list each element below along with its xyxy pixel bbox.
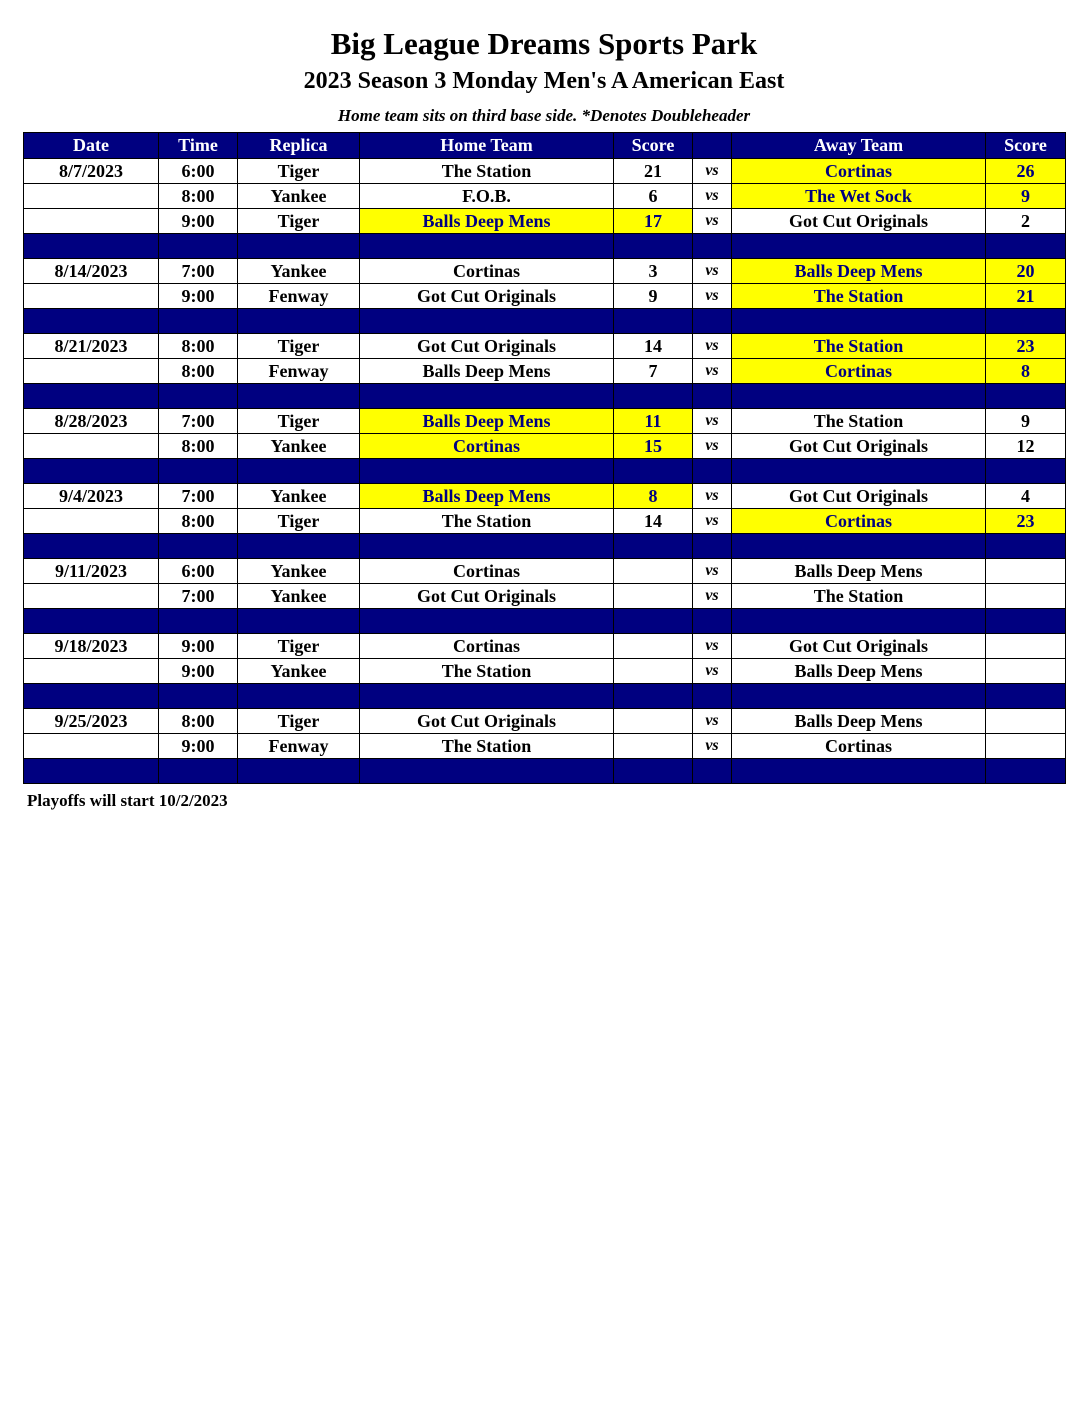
game-date: 9/18/2023 [24,634,159,659]
away-team: The Station [732,409,986,434]
game-date: 8/7/2023 [24,159,159,184]
separator-cell [732,234,986,259]
separator-cell [614,534,693,559]
away-team: Cortinas [732,509,986,534]
separator-cell [24,759,159,784]
game-replica: Tiger [238,709,360,734]
away-score: 4 [986,484,1066,509]
separator-cell [159,384,238,409]
away-score: 26 [986,159,1066,184]
separator-cell [24,234,159,259]
separator-cell [732,384,986,409]
game-time: 7:00 [159,259,238,284]
away-team: Cortinas [732,359,986,384]
separator-cell [159,309,238,334]
week-separator-row [24,384,1066,409]
home-team: The Station [360,159,614,184]
away-team: Balls Deep Mens [732,559,986,584]
separator-cell [159,534,238,559]
separator-cell [693,534,732,559]
game-replica: Fenway [238,734,360,759]
away-team: The Station [732,334,986,359]
game-date: 9/11/2023 [24,559,159,584]
home-score: 8 [614,484,693,509]
game-replica: Yankee [238,184,360,209]
game-replica: Yankee [238,484,360,509]
game-time: 7:00 [159,584,238,609]
separator-cell [238,609,360,634]
away-score [986,634,1066,659]
home-team: Balls Deep Mens [360,209,614,234]
separator-cell [732,609,986,634]
separator-cell [986,684,1066,709]
away-team: Got Cut Originals [732,434,986,459]
game-replica: Tiger [238,334,360,359]
game-time: 7:00 [159,409,238,434]
table-row [24,334,1066,359]
separator-cell [693,384,732,409]
vs-label: vs [693,209,732,234]
game-date: 8/21/2023 [24,334,159,359]
vs-label: vs [693,734,732,759]
separator-cell [159,459,238,484]
away-score [986,659,1066,684]
separator-cell [24,459,159,484]
away-team: Got Cut Originals [732,484,986,509]
game-date [24,359,159,384]
game-date [24,434,159,459]
away-score: 23 [986,509,1066,534]
home-team: Cortinas [360,259,614,284]
home-team: Cortinas [360,559,614,584]
home-score: 11 [614,409,693,434]
home-team: Got Cut Originals [360,284,614,309]
game-time: 9:00 [159,284,238,309]
separator-cell [986,384,1066,409]
separator-cell [614,459,693,484]
game-time: 7:00 [159,484,238,509]
separator-cell [238,309,360,334]
separator-cell [360,759,614,784]
game-replica: Yankee [238,259,360,284]
home-score [614,659,693,684]
game-replica: Tiger [238,409,360,434]
home-score [614,709,693,734]
table-row [24,259,1066,284]
home-score: 14 [614,509,693,534]
col-header-away-team: Away Team [732,133,986,159]
separator-cell [986,459,1066,484]
game-date: 9/4/2023 [24,484,159,509]
home-score: 17 [614,209,693,234]
table-row [24,584,1066,609]
away-team: Balls Deep Mens [732,259,986,284]
separator-cell [693,759,732,784]
separator-cell [360,384,614,409]
playoffs-note: Playoffs will start 10/2/2023 [27,791,228,810]
home-score: 15 [614,434,693,459]
separator-cell [360,684,614,709]
game-time: 6:00 [159,159,238,184]
table-row [24,559,1066,584]
separator-cell [732,684,986,709]
col-header-away-score: Score [986,133,1066,159]
home-team: Balls Deep Mens [360,484,614,509]
separator-cell [693,609,732,634]
game-date [24,284,159,309]
vs-label: vs [693,334,732,359]
away-team: The Wet Sock [732,184,986,209]
week-separator-row [24,309,1066,334]
separator-cell [614,684,693,709]
vs-label: vs [693,184,732,209]
game-replica: Fenway [238,284,360,309]
separator-cell [986,609,1066,634]
separator-cell [24,534,159,559]
vs-label: vs [693,709,732,734]
separator-cell [238,459,360,484]
separator-cell [360,609,614,634]
game-date [24,584,159,609]
game-date [24,659,159,684]
home-team: Balls Deep Mens [360,359,614,384]
away-score [986,709,1066,734]
vs-label: vs [693,584,732,609]
table-row [24,184,1066,209]
week-separator-row [24,534,1066,559]
game-time: 8:00 [159,184,238,209]
vs-label: vs [693,484,732,509]
game-time: 6:00 [159,559,238,584]
separator-cell [24,684,159,709]
game-date: 8/28/2023 [24,409,159,434]
separator-cell [360,309,614,334]
home-team: Cortinas [360,434,614,459]
away-score: 20 [986,259,1066,284]
week-separator-row [24,459,1066,484]
page-subtitle: 2023 Season 3 Monday Men's A American East [303,68,785,94]
game-replica: Yankee [238,659,360,684]
home-score [614,734,693,759]
table-row [24,159,1066,184]
vs-label: vs [693,509,732,534]
week-separator-row [24,609,1066,634]
separator-cell [159,684,238,709]
separator-cell [159,759,238,784]
col-header-time: Time [159,133,238,159]
separator-cell [986,234,1066,259]
game-replica: Tiger [238,209,360,234]
game-date [24,509,159,534]
table-row [24,659,1066,684]
vs-label: vs [693,559,732,584]
separator-cell [614,609,693,634]
game-date: 8/14/2023 [24,259,159,284]
home-team: F.O.B. [360,184,614,209]
home-score: 21 [614,159,693,184]
home-team: The Station [360,509,614,534]
away-score [986,559,1066,584]
week-separator-row [24,234,1066,259]
away-score: 12 [986,434,1066,459]
table-row [24,509,1066,534]
game-date [24,184,159,209]
game-time: 8:00 [159,434,238,459]
separator-cell [238,384,360,409]
home-team: Got Cut Originals [360,709,614,734]
col-header-replica: Replica [238,133,360,159]
away-score: 21 [986,284,1066,309]
game-time: 9:00 [159,734,238,759]
schedule-table [23,132,1066,784]
vs-label: vs [693,659,732,684]
separator-cell [24,384,159,409]
away-score: 23 [986,334,1066,359]
away-score: 8 [986,359,1066,384]
table-row [24,434,1066,459]
separator-cell [732,459,986,484]
separator-cell [693,234,732,259]
col-header-home-score: Score [614,133,693,159]
away-team: The Station [732,284,986,309]
away-score [986,734,1066,759]
separator-cell [986,309,1066,334]
table-header-row [24,133,1066,159]
away-score: 2 [986,209,1066,234]
separator-cell [732,759,986,784]
vs-label: vs [693,359,732,384]
game-time: 9:00 [159,659,238,684]
separator-cell [614,384,693,409]
game-time: 9:00 [159,209,238,234]
separator-cell [986,759,1066,784]
separator-cell [159,609,238,634]
vs-label: vs [693,159,732,184]
separator-cell [238,684,360,709]
table-row [24,359,1066,384]
table-row [24,734,1066,759]
away-team: Got Cut Originals [732,634,986,659]
table-row [24,634,1066,659]
home-score: 14 [614,334,693,359]
game-replica: Yankee [238,559,360,584]
separator-cell [238,759,360,784]
game-date [24,734,159,759]
separator-cell [986,534,1066,559]
vs-label: vs [693,259,732,284]
page-title: Big League Dreams Sports Park [330,26,758,61]
away-score [986,584,1066,609]
away-score: 9 [986,409,1066,434]
separator-cell [360,459,614,484]
week-separator-row [24,684,1066,709]
separator-cell [238,534,360,559]
home-team: Got Cut Originals [360,334,614,359]
separator-cell [614,759,693,784]
table-row [24,209,1066,234]
schedule-note: Home team sits on third base side. *Denotes Doubleheader [337,106,751,125]
game-time: 9:00 [159,634,238,659]
table-row [24,284,1066,309]
col-header-vs [693,133,732,159]
home-score [614,584,693,609]
table-row [24,709,1066,734]
separator-cell [238,234,360,259]
home-score: 9 [614,284,693,309]
separator-cell [614,309,693,334]
game-time: 8:00 [159,709,238,734]
game-date: 9/25/2023 [24,709,159,734]
home-team: Got Cut Originals [360,584,614,609]
separator-cell [732,534,986,559]
separator-cell [24,609,159,634]
separator-cell [614,234,693,259]
schedule-body [24,159,1066,784]
separator-cell [693,684,732,709]
away-team: Got Cut Originals [732,209,986,234]
game-replica: Yankee [238,434,360,459]
vs-label: vs [693,409,732,434]
home-team: The Station [360,734,614,759]
game-replica: Yankee [238,584,360,609]
game-replica: Tiger [238,634,360,659]
separator-cell [159,234,238,259]
game-time: 8:00 [159,334,238,359]
game-replica: Fenway [238,359,360,384]
game-date [24,209,159,234]
week-separator-row [24,759,1066,784]
away-team: Balls Deep Mens [732,659,986,684]
away-score: 9 [986,184,1066,209]
separator-cell [360,534,614,559]
away-team: Balls Deep Mens [732,709,986,734]
separator-cell [693,309,732,334]
home-score [614,559,693,584]
game-replica: Tiger [238,159,360,184]
separator-cell [24,309,159,334]
separator-cell [693,459,732,484]
game-replica: Tiger [238,509,360,534]
away-team: Cortinas [732,159,986,184]
game-time: 8:00 [159,509,238,534]
separator-cell [360,234,614,259]
home-score [614,634,693,659]
vs-label: vs [693,634,732,659]
vs-label: vs [693,434,732,459]
vs-label: vs [693,284,732,309]
home-team: Cortinas [360,634,614,659]
away-team: The Station [732,584,986,609]
table-row [24,484,1066,509]
home-score: 3 [614,259,693,284]
home-team: The Station [360,659,614,684]
table-row [24,409,1066,434]
home-team: Balls Deep Mens [360,409,614,434]
col-header-date: Date [24,133,159,159]
home-score: 6 [614,184,693,209]
separator-cell [732,309,986,334]
away-team: Cortinas [732,734,986,759]
home-score: 7 [614,359,693,384]
game-time: 8:00 [159,359,238,384]
col-header-home-team: Home Team [360,133,614,159]
